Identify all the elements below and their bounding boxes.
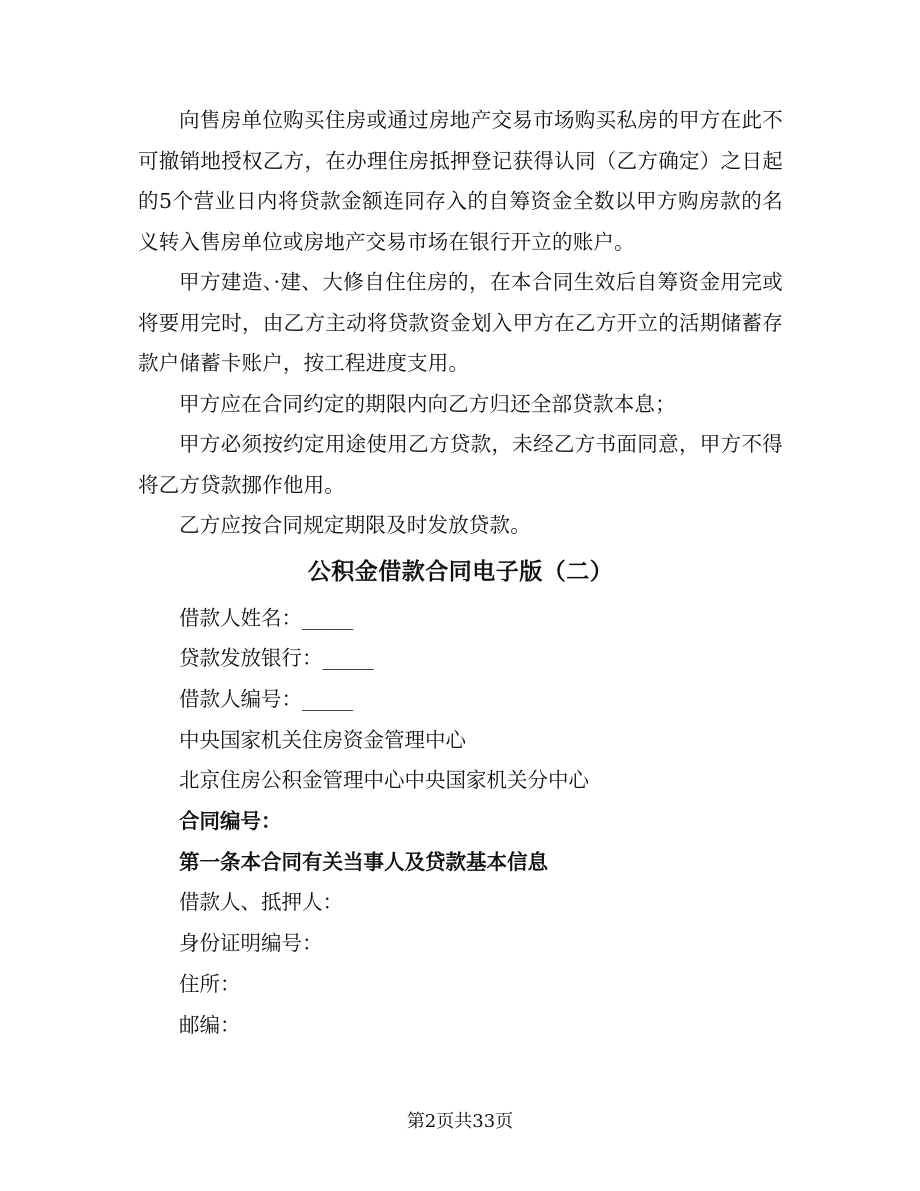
section-title: 公积金借款合同电子版（二） [307,558,614,585]
branch-center-name: 北京住房公积金管理中心中央国家机关分中心 [179,768,589,793]
paragraph-repayment-term: 甲方应在合同约定的期限内向乙方归还全部贷款本息； [179,391,676,416]
borrower-number-field: 借款人编号：_____ [179,686,354,711]
paragraph-loan-disbursement: 乙方应按合同规定期限及时发放贷款。 [179,513,531,537]
paragraph-transfer-authorization: 向售房单位购买住房或通过房地产交易市场购买私房的甲方在此不可撤销地授权乙方，在办理住房抵押登记获得认同（乙方确定）之日起的5个营业日内将贷款金额连同存入的自筹资金全数以甲方购房款的名义转入售房单位或房地产交易市场在银行开立的账户。 [138,108,783,254]
page-indicator: 第2页共33页 [406,1111,514,1132]
fund-center-name: 中央国家机关住房资金管理中心 [179,727,466,752]
postal-code-field: 邮编： [179,1012,241,1037]
borrower-name-field: 借款人姓名：_____ [179,605,354,630]
document-body [138,100,783,1045]
contract-number-label: 合同编号： [179,809,282,834]
page-footer [0,1107,920,1137]
article-one-heading: 第一条本合同有关当事人及贷款基本信息 [179,849,548,874]
paragraph-construction-funds: 甲方建造、·建、大修自住住房的，在本合同生效后自筹资金用完或将要用完时，由乙方主动将贷款资金划入甲方在乙方开立的活期储蓄存款户储蓄卡账户，按工程进度支用。 [138,270,783,375]
borrower-mortgagor-field: 借款人、抵押人： [179,890,343,915]
id-number-field: 身份证明编号： [179,931,323,956]
paragraph-loan-usage: 甲方必须按约定用途使用乙方贷款，未经乙方书面同意，甲方不得将乙方贷款挪作他用。 [138,432,783,497]
lending-bank-field: 贷款发放银行：_____ [179,646,374,671]
address-field: 住所： [179,971,241,996]
